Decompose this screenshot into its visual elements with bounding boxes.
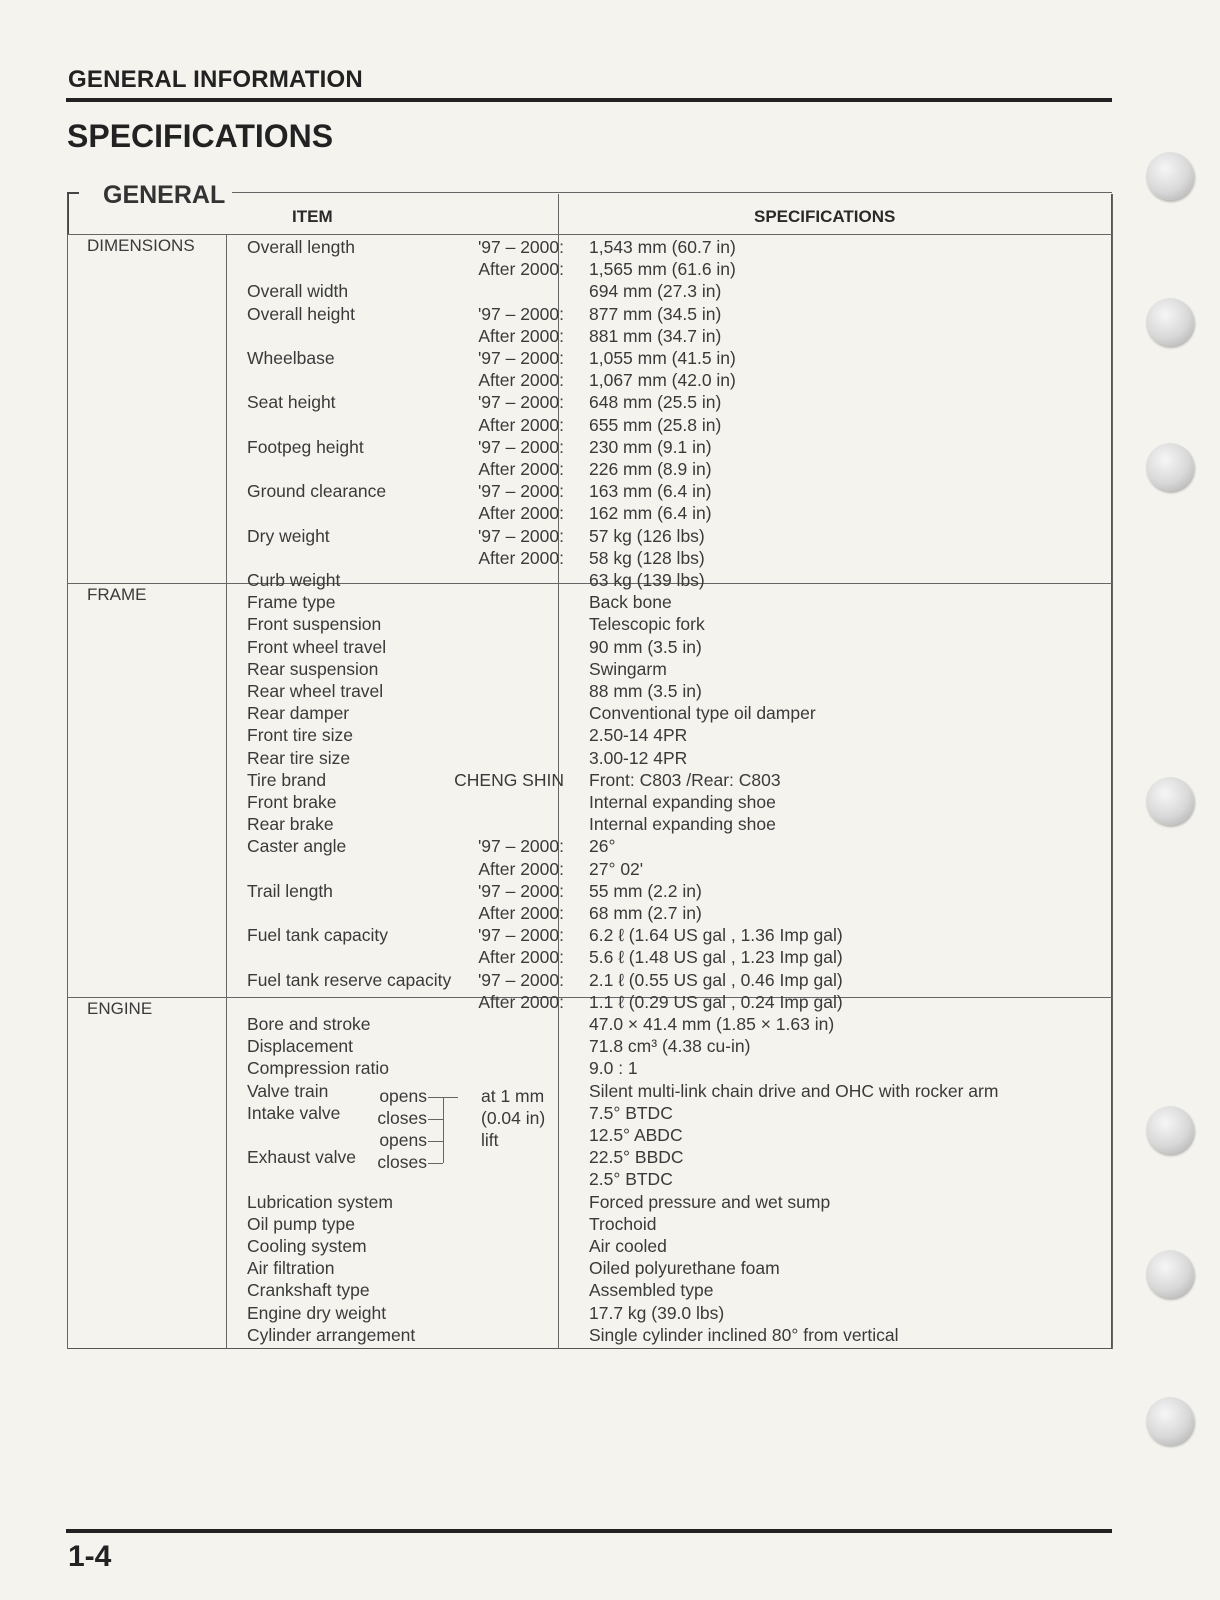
item-name: Overall width [247, 281, 349, 302]
spec-value: 2.50-14 4PR [589, 725, 688, 746]
intake-opens-label: opens [379, 1086, 427, 1106]
item-model-year: After 2000: [478, 547, 564, 568]
spec-value: Front: C803 /Rear: C803 [589, 769, 781, 790]
category-dimensions: DIMENSIONS [87, 236, 195, 255]
item-model-year: '97 – 2000: [477, 969, 564, 990]
spec-row [68, 747, 1112, 769]
item-name: Fuel tank reserve capacity [247, 969, 452, 990]
item-model-year: After 2000: [478, 414, 564, 435]
spec-value: 877 mm (34.5 in) [589, 303, 722, 324]
spec-row [68, 636, 1112, 658]
spec-row [68, 1124, 1112, 1146]
valve-tick [428, 1119, 443, 1120]
spec-value: 1,565 mm (61.6 in) [589, 259, 736, 280]
binder-hole [1146, 443, 1194, 491]
item-model-year: After 2000: [478, 503, 564, 524]
item-model-year: After 2000: [478, 858, 564, 879]
spec-row [68, 369, 1112, 391]
spec-value: 1.1 ℓ (0.29 US gal , 0.24 Imp gal) [589, 991, 843, 1012]
spec-value: Assembled type [589, 1280, 714, 1301]
spec-value: 2.5° BTDC [589, 1169, 673, 1190]
item-name: Front wheel travel [247, 636, 387, 657]
item-name: Wheelbase [247, 348, 335, 368]
exhaust-closes-label: closes [377, 1152, 427, 1172]
spec-value: 3.00-12 4PR [589, 747, 688, 768]
item-name: Dry weight [247, 525, 330, 546]
spec-row [68, 569, 1112, 591]
valve-lift-note-2: (0.04 in) [481, 1108, 546, 1128]
item-name: Lubrication system [247, 1191, 393, 1212]
spec-row [68, 813, 1112, 835]
running-header: GENERAL INFORMATION [68, 66, 363, 93]
spec-value: 27° 02' [589, 858, 644, 879]
spec-row [68, 480, 1112, 502]
spec-value: 22.5° BBDC [589, 1147, 684, 1168]
item-name: Intake valve [247, 1102, 341, 1123]
spec-row [68, 458, 1112, 480]
item-model-year: After 2000: [478, 991, 564, 1012]
spec-row [68, 924, 1112, 946]
item-name: Frame type [247, 592, 336, 613]
spec-value: 655 mm (25.8 in) [589, 414, 722, 435]
item-name: Footpeg height [247, 436, 364, 457]
spec-value: Forced pressure and wet sump [589, 1191, 831, 1212]
spec-row [68, 702, 1112, 724]
spec-row [68, 391, 1112, 413]
spec-row [68, 1324, 1112, 1346]
item-name: Curb weight [247, 570, 341, 590]
spec-row [68, 1013, 1112, 1035]
item-name: Rear wheel travel [247, 681, 384, 701]
spec-row [68, 436, 1112, 458]
spec-value: Internal expanding shoe [589, 792, 776, 812]
spec-row [68, 769, 1112, 791]
spec-value: 6.2 ℓ (1.64 US gal , 1.36 Imp gal) [589, 925, 843, 946]
item-model-year: '97 – 2000: [477, 237, 564, 257]
spec-row [68, 1235, 1112, 1257]
valve-tick [428, 1163, 443, 1164]
valve-lift-note-3: lift [481, 1130, 499, 1150]
item-name: Rear damper [247, 703, 350, 724]
intake-closes-label: closes [377, 1108, 427, 1128]
spec-value: 12.5° ABDC [589, 1125, 683, 1145]
spec-row [68, 858, 1112, 880]
spec-value: 2.1 ℓ (0.55 US gal , 0.46 Imp gal) [589, 969, 843, 990]
spec-value: Telescopic fork [589, 614, 705, 635]
item-model-year: After 2000: [478, 370, 564, 391]
spec-value: 71.8 cm³ (4.38 cu-in) [589, 1036, 751, 1057]
spec-row [68, 1302, 1112, 1324]
bracket-top-right [232, 192, 1112, 193]
item-name: Cylinder arrangement [247, 1324, 416, 1345]
item-name: Overall length [247, 237, 355, 257]
item-model-year: After 2000: [478, 459, 564, 479]
spec-value: Oiled polyurethane foam [589, 1258, 780, 1279]
item-name: Crankshaft type [247, 1280, 370, 1301]
spec-value: 648 mm (25.5 in) [589, 392, 722, 413]
spec-row [68, 835, 1112, 857]
item-model-year: After 2000: [478, 325, 564, 346]
spec-row [68, 613, 1112, 635]
spec-value: 1,067 mm (42.0 in) [589, 370, 736, 391]
spec-row [68, 680, 1112, 702]
spec-row [68, 591, 1112, 613]
spec-value: 47.0 × 41.4 mm (1.85 × 1.63 in) [589, 1014, 835, 1034]
spec-value: Back bone [589, 592, 672, 613]
item-model-year: '97 – 2000: [477, 525, 564, 546]
item-name: Oil pump type [247, 1213, 355, 1234]
section-title: GENERAL [103, 181, 226, 209]
spec-row [68, 502, 1112, 524]
valve-tick [428, 1141, 443, 1142]
column-header-item: ITEM [292, 207, 333, 226]
page-title: SPECIFICATIONS [67, 118, 334, 154]
item-model-year: '97 – 2000: [477, 481, 564, 502]
item-name: Valve train [247, 1080, 329, 1101]
item-model-year: After 2000: [478, 903, 564, 923]
spec-value: Air cooled [589, 1236, 667, 1256]
item-name: Ground clearance [247, 481, 387, 502]
binder-hole [1146, 298, 1194, 346]
spec-row [68, 1257, 1112, 1279]
item-name: Air filtration [247, 1258, 335, 1279]
binder-hole [1146, 1106, 1194, 1154]
item-name: Cooling system [247, 1236, 367, 1256]
spec-row [68, 280, 1112, 302]
spec-value: 226 mm (8.9 in) [589, 459, 712, 479]
spec-value: 230 mm (9.1 in) [589, 436, 712, 457]
item-model-year: '97 – 2000: [477, 303, 564, 324]
item-name: Fuel tank capacity [247, 925, 389, 946]
spec-value: 17.7 kg (39.0 lbs) [589, 1302, 725, 1323]
spec-row [68, 1146, 1112, 1168]
spec-value: 162 mm (6.4 in) [589, 503, 712, 524]
spec-row [68, 991, 1112, 1013]
category-frame: FRAME [87, 585, 147, 604]
spec-value: 90 mm (3.5 in) [589, 636, 702, 657]
spec-row [68, 325, 1112, 347]
spec-row [68, 1168, 1112, 1190]
header-underline [68, 234, 1112, 235]
page-number: 1-4 [68, 1540, 112, 1573]
spec-row [68, 1102, 1112, 1124]
footer-rule [66, 1529, 1112, 1533]
spec-row [68, 414, 1112, 436]
spec-row [68, 1035, 1112, 1057]
binder-hole [1146, 152, 1194, 200]
spec-row [68, 1057, 1112, 1079]
spec-row [68, 902, 1112, 924]
binder-hole [1146, 1397, 1194, 1445]
spec-value: 57 kg (126 lbs) [589, 525, 705, 546]
item-name: Rear suspension [247, 658, 379, 679]
item-name: Trail length [247, 880, 333, 901]
spec-value: 9.0 : 1 [589, 1058, 638, 1079]
item-name: Front suspension [247, 614, 382, 635]
spec-row [68, 1213, 1112, 1235]
item-model-year: '97 – 2000: [477, 836, 564, 857]
spec-row [68, 880, 1112, 902]
item-name: Front brake [247, 792, 337, 812]
spec-value: Swingarm [589, 658, 667, 679]
item-model-year: After 2000: [478, 259, 564, 280]
spec-value: 26° [589, 836, 616, 857]
spec-row [68, 969, 1112, 991]
item-name: Front tire size [247, 725, 353, 746]
spec-value: 1,055 mm (41.5 in) [589, 348, 736, 368]
valve-bracket-line [443, 1097, 444, 1163]
spec-value: Internal expanding shoe [589, 814, 776, 835]
item-model-year: After 2000: [478, 947, 564, 968]
spec-value: 88 mm (3.5 in) [589, 681, 702, 701]
valve-tick [428, 1097, 458, 1098]
valve-lift-note-1: at 1 mm [481, 1086, 545, 1106]
header-rule [66, 98, 1112, 102]
item-name: Rear tire size [247, 747, 351, 768]
specifications-table [67, 194, 1112, 1349]
item-model-year: '97 – 2000: [477, 925, 564, 946]
item-model-year: CHENG SHIN [454, 769, 564, 790]
item-name: Rear brake [247, 814, 334, 835]
item-model-year: '97 – 2000: [477, 392, 564, 413]
spec-row [68, 1191, 1112, 1213]
spec-row [68, 658, 1112, 680]
spec-row [68, 236, 1112, 258]
spec-value: 5.6 ℓ (1.48 US gal , 1.23 Imp gal) [589, 947, 843, 968]
spec-row [68, 303, 1112, 325]
table-right-border [1112, 194, 1113, 1349]
exhaust-opens-label: opens [379, 1130, 427, 1150]
item-name: Overall height [247, 303, 355, 324]
column-header-specifications: SPECIFICATIONS [754, 207, 896, 226]
spec-value: 1,543 mm (60.7 in) [589, 237, 736, 257]
spec-row [68, 547, 1112, 569]
binder-hole [1146, 1250, 1194, 1298]
item-name: Bore and stroke [247, 1014, 371, 1034]
binder-hole [1146, 777, 1194, 825]
spec-value: 58 kg (128 lbs) [589, 547, 705, 568]
item-model-year: '97 – 2000: [477, 436, 564, 457]
spec-row [68, 724, 1112, 746]
category-engine: ENGINE [87, 999, 153, 1018]
spec-row [68, 791, 1112, 813]
spec-row [68, 347, 1112, 369]
spec-value: 63 kg (139 lbs) [589, 570, 705, 590]
item-model-year: '97 – 2000: [477, 880, 564, 901]
spec-value: 163 mm (6.4 in) [589, 481, 712, 502]
spec-value: 881 mm (34.7 in) [589, 325, 722, 346]
item-name: Engine dry weight [247, 1302, 387, 1323]
spec-row [68, 1279, 1112, 1301]
spec-row [68, 258, 1112, 280]
spec-row [68, 946, 1112, 968]
item-name: Seat height [247, 392, 336, 413]
item-model-year: '97 – 2000: [477, 348, 564, 368]
item-name: Tire brand [247, 769, 327, 790]
spec-value: Trochoid [589, 1213, 657, 1234]
spec-value: 55 mm (2.2 in) [589, 880, 702, 901]
spec-value: 68 mm (2.7 in) [589, 903, 702, 923]
item-name: Compression ratio [247, 1058, 389, 1079]
spec-row [68, 1080, 1112, 1102]
spec-value: Conventional type oil damper [589, 703, 816, 724]
spec-row [68, 525, 1112, 547]
item-name: Exhaust valve [247, 1147, 356, 1168]
item-name: Caster angle [247, 836, 347, 857]
spec-value: 7.5° BTDC [589, 1102, 673, 1123]
spec-value: Single cylinder inclined 80° from vertical [589, 1324, 899, 1345]
item-name: Displacement [247, 1036, 354, 1057]
spec-value: Silent multi-link chain drive and OHC with rocker arm [589, 1080, 999, 1101]
spec-value: 694 mm (27.3 in) [589, 281, 722, 302]
